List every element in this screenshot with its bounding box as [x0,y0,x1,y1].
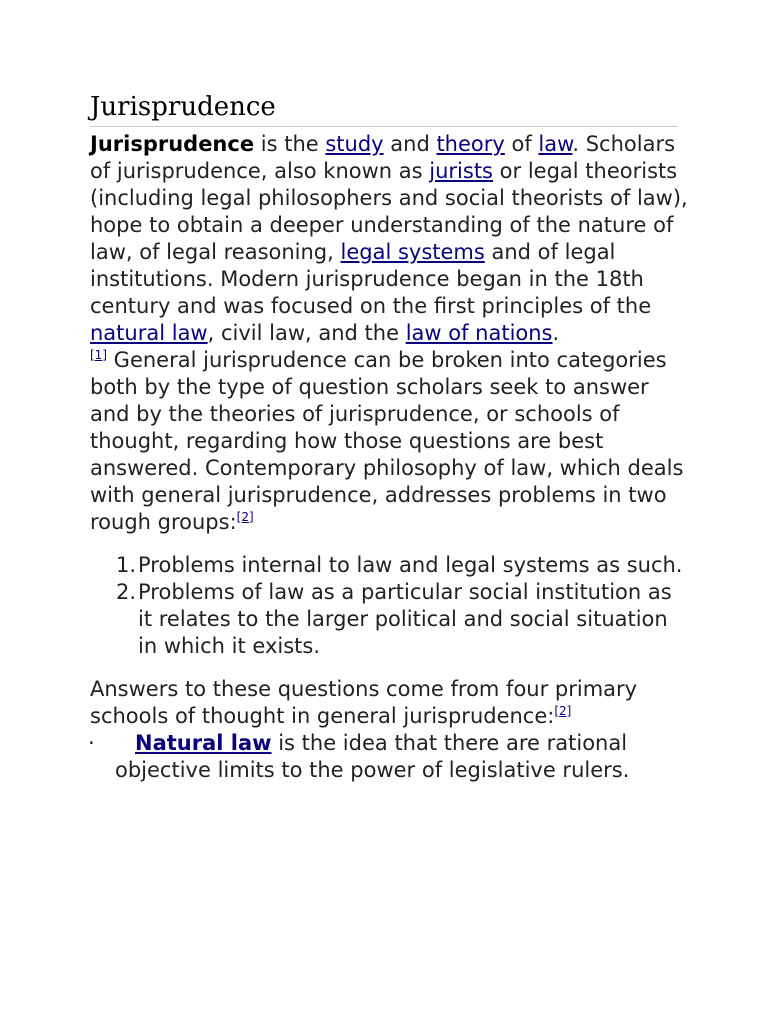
link-theory[interactable]: theory [436,132,505,156]
link-jurists[interactable]: jurists [429,159,493,183]
link-law-of-nations[interactable]: law of nations [405,321,553,345]
list-number: 1. [116,553,137,577]
schools-paragraph [90,676,690,730]
reference-2b [554,704,571,718]
text-segment: is the idea that there are rational objective limits to the power of legislative rulers. [115,731,630,782]
bullet-marker: · [88,731,95,755]
text-segment: and [383,132,437,156]
text-segment: or legal theorists (including legal philosophers and social theorists of law), hope to obtain a deeper understanding of the nature of law, of legal reasoning, [90,159,688,264]
list-item-text: Problems internal to law and legal systems as such. [138,553,683,577]
page-title: Jurisprudence [90,90,678,127]
link-law[interactable]: law [538,132,573,156]
article-body [90,131,690,784]
reference-link-2[interactable]: [2] [236,510,254,524]
list-item [90,552,690,579]
text-segment: Answers to these questions come from four primary schools of thought in general jurisprudence: [90,677,638,728]
reference-1 [90,348,107,362]
intro-paragraph [90,131,690,536]
text-segment: of [504,132,539,156]
link-study[interactable]: study [325,132,384,156]
reference-link-1[interactable]: [1] [90,348,107,362]
text-segment: and of legal institutions. Modern jurisprudence began in the 18th century and was focused on the first principles of the [90,240,652,318]
list-number: 2. [116,580,137,604]
list-item-text: Problems of law as a particular social institution as it relates to the larger political and social situation in which it exists. [138,580,672,658]
link-legal-systems[interactable]: legal systems [340,240,485,264]
text-segment: is the [254,132,326,156]
text-segment: , civil law, and the [207,321,406,345]
bullet-item-natural-law [90,730,690,784]
reference-link-2b[interactable]: [2] [554,704,572,718]
link-natural-law-bold[interactable]: Natural law [135,731,272,755]
link-natural-law[interactable]: natural law [90,321,208,345]
text-segment: . [552,321,560,345]
list-item [90,579,690,660]
term-jurisprudence: Jurisprudence [90,132,255,156]
numbered-list [90,552,690,660]
text-segment: . Scholars of jurisprudence, also known as [90,132,676,183]
text-segment: General jurisprudence can be broken into categories both by the type of question scholars seek to answer and by the theories of jurisprudence, or schools of thought, regarding how those questions are best answered. Contemporary philosophy of law, which deals with general jurisprudence, addresses problems in two rough groups: [90,348,684,534]
reference-2 [237,510,254,524]
